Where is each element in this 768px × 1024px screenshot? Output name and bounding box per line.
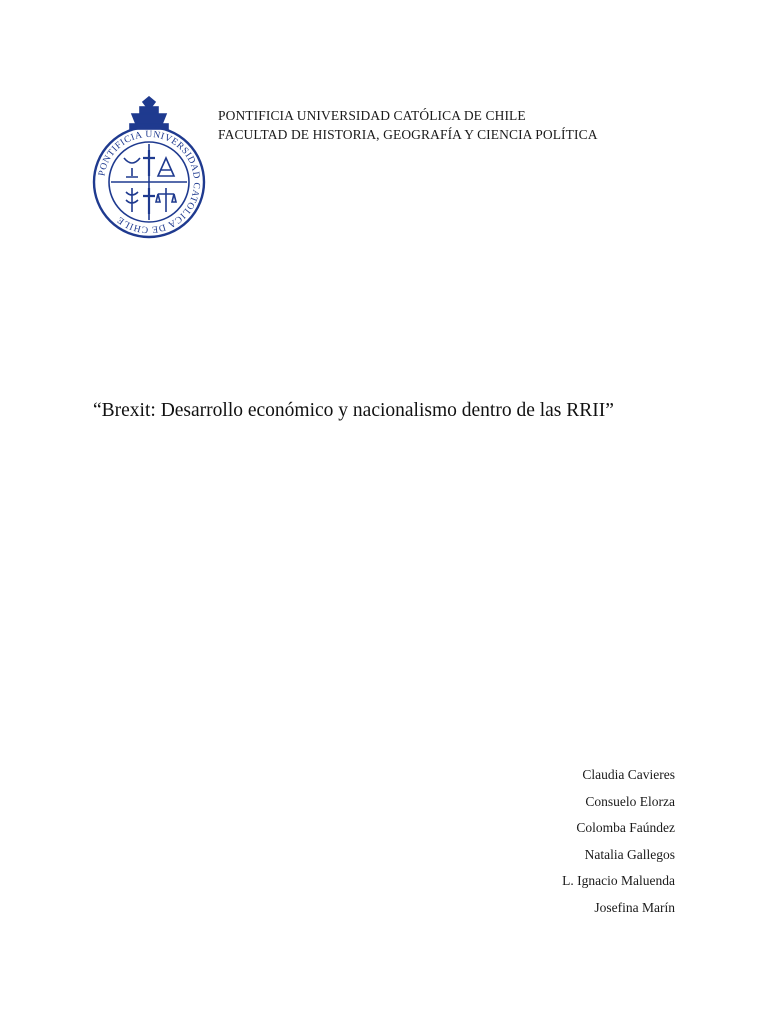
author-name: Josefina Marín bbox=[594, 899, 675, 915]
author-name: Colomba Faúndez bbox=[576, 820, 675, 835]
institution-header bbox=[218, 106, 598, 144]
svg-text:PONTIFICIA UNIVERSIDAD CATOLIC: PONTIFICIA UNIVERSIDAD CATOLICA DE CHILE bbox=[97, 129, 202, 235]
author-list bbox=[562, 762, 675, 921]
author-name: L. Ignacio Maluenda bbox=[562, 873, 675, 888]
university-seal-icon bbox=[90, 96, 208, 244]
author-name: Natalia Gallegos bbox=[584, 846, 675, 862]
author-name: Claudia Cavieres bbox=[582, 767, 675, 782]
document-title: “Brexit: Desarrollo económico y nacionalismo dentro de las RRII” bbox=[93, 400, 614, 421]
faculty-name: FACULTAD DE HISTORIA, GEOGRAFÍA Y CIENCIA POLÍTICA bbox=[218, 127, 598, 142]
university-name: PONTIFICIA UNIVERSIDAD CATÓLICA DE CHILE bbox=[218, 108, 526, 123]
author-name: Consuelo Elorza bbox=[585, 793, 675, 809]
